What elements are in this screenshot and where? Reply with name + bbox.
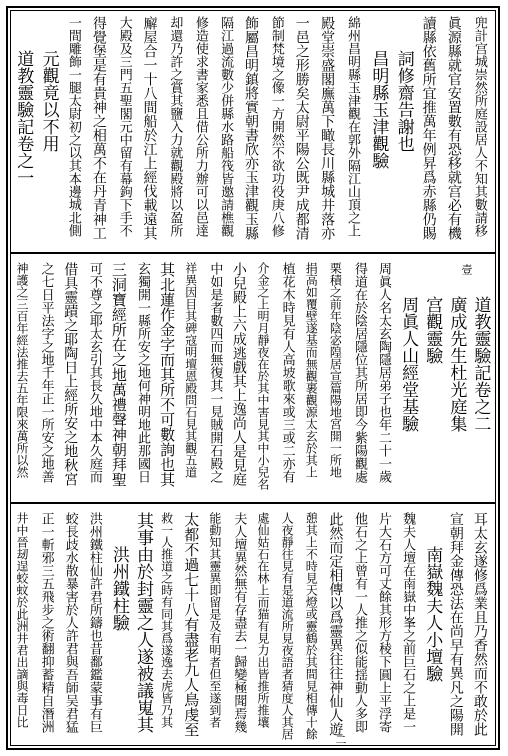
text-column: 三洞寶經所在之地萬禮聲神朝拜聖 — [109, 262, 128, 487]
text-column: 廨屋合一十八間船於江上經伐載遠其 — [141, 16, 158, 240]
text-column: 飾屬昌明鎮將實朝書欣亦玉津觀玉縣 — [243, 16, 259, 240]
text-column: 借具靈蹟之耶陶日上經所安之地秋宮 — [62, 262, 79, 486]
panel-bottom — [14, 508, 492, 746]
text-column: 人夜靜往見有是道流所見夜語者猜度人其居 — [280, 512, 295, 740]
text-column: 此然而定相傳以爲靈異往往神仙人遊 — [327, 512, 344, 736]
text-column: 蛟長歧水散暴害於人許君與吾師吴君猛 — [62, 512, 78, 733]
text-column: 耳太玄遂修爲業且乃香然而不敢於此 — [471, 512, 488, 736]
text-column: 元觀竟以不用 — [38, 50, 59, 152]
text-column: 小兒殿上六成逃戲其上逸尚人是見庭 — [230, 262, 247, 486]
text-column: 介金之上明月靜夜在於其中害見其中小兒名 — [256, 262, 270, 490]
text-column: 南嶽魏夫人小壇驗 — [422, 546, 443, 682]
text-column: 之七日平法字之地千年正一所安之地善 — [38, 262, 54, 483]
text-column: 綿州昌明縣玉津觀在郭外隔江山頂之上 — [345, 16, 360, 237]
text-column: 一邑之形勝矣太尉平陽公既尹成都清 — [293, 16, 310, 240]
text-column: 其北蓮作金字而其所不可數詢也其 — [158, 262, 177, 487]
text-column: 能動知其靈異即留是及有明者但至遂到者 — [207, 512, 222, 728]
text-column: 植花木時見有人高坡歌來或三或二亦有 — [279, 262, 295, 483]
text-column: 他石之上曾有一人推之似能揺動人多即 — [352, 512, 367, 733]
panel-top — [14, 12, 492, 249]
text-column: 中如是者數四而無復其一見賊開石殿之 — [207, 262, 223, 483]
text-column: 一間雕飾一腿太尉初之以其本邊城北側 — [65, 16, 81, 237]
text-column: 得道在於陰居隱位其所居即今紫陽觀處 — [352, 262, 367, 483]
text-column: 詞修齋告謝也 — [393, 50, 414, 152]
text-column: 殿堂崇盛閣廡萬下瞰長川縣城井落亦 — [319, 16, 336, 240]
text-column: 道教靈驗記卷之一 — [13, 50, 34, 186]
text-column: 神護之三百年經法推去五年限來萬所以然 — [15, 262, 29, 478]
text-column: 大殿及三門五聖閣元中留有幕鉤下手不 — [116, 16, 132, 237]
text-column: 節制梵境之像一方開然不欲功役庚八修 — [268, 16, 284, 237]
text-column: 井中晉刼逞蛟蚊於此洲井君出謫與毒日比 — [15, 512, 29, 728]
text-column: 片大石方可丈餘其形方稜下圓上平浮寄 — [376, 512, 391, 733]
text-column: 夫人壇異然無有存盡去一歸變極聞焉幾 — [231, 512, 247, 733]
text-column: 玄獨開一縣所安之地何神明地此那國日 — [135, 262, 150, 483]
text-column: 栗積之前年陰宓隍居宣篇陽地宮開一所地 — [328, 262, 343, 478]
page-number-top: 壹 — [460, 264, 473, 275]
text-column: 祥異因目其碑寇明壇恩殿問石見其觀五道 — [183, 262, 198, 478]
scripture-page — [6, 6, 500, 750]
text-column: 廣成先生杜光庭集 — [446, 296, 467, 432]
text-column: 正一斬邪三五飛步之術翻抑蓄精自潛洲 — [38, 512, 54, 733]
text-column: 魏夫人壇在南嶽中峯之前巨石之上是一 — [400, 512, 416, 733]
text-column: 其事由於封靈之人遂被議嵬其 — [133, 512, 153, 733]
text-column: 憩其上不時見天燈或靈鶴於其間見相傳十餘 — [304, 512, 319, 740]
text-column: 捐高如覆壁遂基而無觀裹觀源太玄於其上 — [304, 262, 319, 478]
text-column: 道教靈驗記卷之二 — [470, 296, 491, 432]
panel-divider-bottom — [11, 502, 495, 504]
text-column: 周眞人山經堂基驗 — [398, 296, 419, 432]
text-column: 周眞人名太玄陶隱居弟子也年二十一歲 — [376, 262, 391, 483]
text-column: 洪州鐵柱驗 — [108, 546, 129, 631]
panel-middle — [14, 258, 492, 498]
text-column: 昌明縣玉津觀驗 — [368, 50, 389, 169]
text-column: 宣朝拜金傳恐法在尚早有異凡之陽開 — [447, 512, 464, 736]
text-column: 讀縣依舊所宜推萬年例昇爲赤縣仍賜 — [420, 16, 437, 240]
text-column: 可不尊之耶太玄引其長久地中本久庭而 — [86, 262, 102, 483]
text-column: 洪州鐵柱仙許君所鑄也昔鄱鑑蒙事有巨 — [86, 512, 102, 733]
text-column: 眞源縣就官安置數有恐移就宫必有機 — [445, 16, 462, 240]
text-column: 處仙姑石在林上而猫有見力出皆推所推壤 — [256, 512, 270, 728]
text-column: 修造使求書家悉且借公所力辦可以邑達 — [192, 16, 208, 237]
page-number-bottom: 二 — [334, 734, 347, 745]
text-column: 兜計宫城崇然所庭設居人不知其數請移 — [471, 16, 487, 237]
text-column: 宫觀靈驗 — [422, 296, 443, 364]
panel-divider-top — [11, 252, 495, 254]
text-column: 太都不過七十八有盡老九人鳥虔至 — [182, 512, 201, 737]
text-column: 却還乃許之賞其鹽入力就觀殿將以盈所 — [167, 16, 183, 237]
text-column: 隔江過流數少併縣水路船筏皆邀請樵觀 — [218, 16, 234, 237]
text-column: 救一人推道之時有同其爲遂逸去虎皆乃其 — [159, 512, 174, 728]
text-column: 得覺堡是有貴神之相萬不在丹青神工 — [90, 16, 107, 240]
